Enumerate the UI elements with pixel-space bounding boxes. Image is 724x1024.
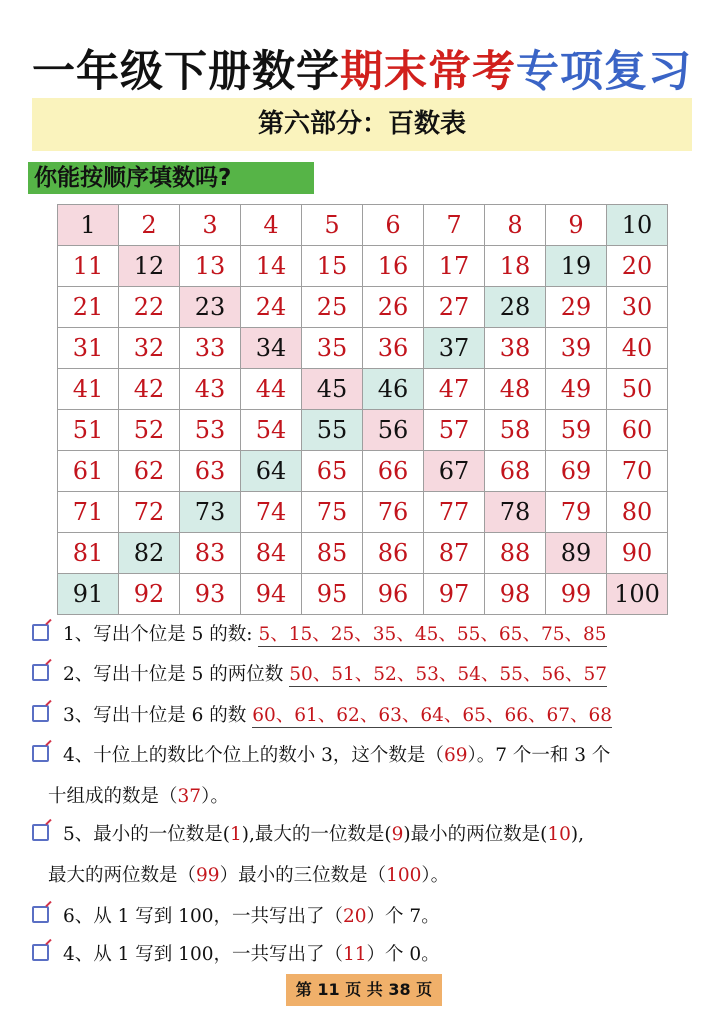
grid-cell: 4 — [241, 205, 302, 246]
question-4 — [32, 741, 610, 767]
grid-cell: 49 — [546, 369, 607, 410]
grid-cell: 40 — [607, 328, 668, 369]
grid-cell: 71 — [58, 492, 119, 533]
edit-checkbox-icon — [32, 745, 49, 762]
grid-cell: 98 — [485, 574, 546, 615]
question-4-text-b: ）。7 个一和 3 个 — [467, 745, 611, 766]
question-4-line-2 — [48, 782, 229, 808]
question-7-answer: 11 — [343, 944, 367, 965]
question-4-line2-b: ）。 — [201, 786, 229, 807]
grid-cell: 35 — [302, 328, 363, 369]
grid-cell: 57 — [424, 410, 485, 451]
grid-row — [58, 492, 668, 533]
section-title: 第六部分：百数表 — [32, 98, 692, 151]
grid-cell: 3 — [180, 205, 241, 246]
grid-row — [58, 369, 668, 410]
grid-cell: 55 — [302, 410, 363, 451]
question-3-text: 3、写出十位是 6 的数 — [63, 705, 247, 726]
grid-row — [58, 287, 668, 328]
grid-cell: 33 — [180, 328, 241, 369]
grid-cell: 88 — [485, 533, 546, 574]
edit-checkbox-icon — [32, 944, 49, 961]
grid-cell: 27 — [424, 287, 485, 328]
grid-row — [58, 574, 668, 615]
edit-checkbox-icon — [32, 906, 49, 923]
question-1 — [32, 620, 607, 646]
grid-cell: 78 — [485, 492, 546, 533]
grid-cell: 66 — [363, 451, 424, 492]
grid-cell: 60 — [607, 410, 668, 451]
question-6-text-b: ）个 7。 — [366, 906, 440, 927]
question-5-line2-a: 最大的两位数是（ — [48, 865, 197, 886]
page-number: 第 11 页 共 38 页 — [286, 974, 442, 1006]
grid-cell: 52 — [119, 410, 180, 451]
grid-cell: 65 — [302, 451, 363, 492]
edit-checkbox-icon — [32, 624, 49, 641]
grid-cell: 26 — [363, 287, 424, 328]
grid-cell: 89 — [546, 533, 607, 574]
grid-cell: 62 — [119, 451, 180, 492]
grid-cell: 16 — [363, 246, 424, 287]
grid-cell: 91 — [58, 574, 119, 615]
edit-checkbox-icon — [32, 664, 49, 681]
grid-cell: 23 — [180, 287, 241, 328]
grid-cell: 53 — [180, 410, 241, 451]
grid-cell: 67 — [424, 451, 485, 492]
question-2 — [32, 660, 607, 686]
question-2-text: 2、写出十位是 5 的两位数 — [63, 664, 284, 685]
grid-cell: 68 — [485, 451, 546, 492]
grid-cell: 38 — [485, 328, 546, 369]
grid-cell: 92 — [119, 574, 180, 615]
grid-cell: 34 — [241, 328, 302, 369]
grid-cell: 77 — [424, 492, 485, 533]
title-part-1: 一年级下册数学 — [32, 47, 340, 97]
question-5-text-b: ),最大的一位数是( — [241, 824, 392, 845]
grid-cell: 74 — [241, 492, 302, 533]
grid-cell: 30 — [607, 287, 668, 328]
grid-cell: 31 — [58, 328, 119, 369]
title-part-2: 期末常考 — [340, 47, 516, 97]
grid-cell: 5 — [302, 205, 363, 246]
grid-cell: 56 — [363, 410, 424, 451]
grid-cell: 19 — [546, 246, 607, 287]
grid-cell: 61 — [58, 451, 119, 492]
grid-cell: 13 — [180, 246, 241, 287]
grid-cell: 76 — [363, 492, 424, 533]
grid-cell: 17 — [424, 246, 485, 287]
grid-cell: 44 — [241, 369, 302, 410]
grid-cell: 32 — [119, 328, 180, 369]
grid-cell: 69 — [546, 451, 607, 492]
grid-cell: 79 — [546, 492, 607, 533]
question-6-text-a: 6、从 1 写到 100，一共写出了（ — [63, 906, 343, 927]
grid-cell: 41 — [58, 369, 119, 410]
grid-cell: 37 — [424, 328, 485, 369]
grid-cell: 64 — [241, 451, 302, 492]
question-5-line-2 — [48, 861, 449, 887]
question-5-line2-b: ）最小的三位数是（ — [219, 865, 387, 886]
grid-cell: 46 — [363, 369, 424, 410]
grid-cell: 59 — [546, 410, 607, 451]
grid-cell: 11 — [58, 246, 119, 287]
grid-cell: 100 — [607, 574, 668, 615]
edit-checkbox-icon — [32, 824, 49, 841]
grid-cell: 51 — [58, 410, 119, 451]
question-4-answer-2: 37 — [177, 786, 202, 807]
question-5-text-a: 5、最小的一位数是( — [63, 824, 230, 845]
grid-cell: 82 — [119, 533, 180, 574]
grid-row — [58, 451, 668, 492]
page-title — [0, 38, 724, 99]
question-6 — [32, 902, 440, 928]
question-5-answer-5: 100 — [386, 865, 422, 886]
grid-cell: 25 — [302, 287, 363, 328]
grid-cell: 20 — [607, 246, 668, 287]
grid-cell: 24 — [241, 287, 302, 328]
question-5-line2-c: ）。 — [421, 865, 450, 886]
question-3 — [32, 701, 612, 727]
grid-cell: 97 — [424, 574, 485, 615]
grid-cell: 75 — [302, 492, 363, 533]
question-5-answer-3: 10 — [547, 824, 571, 845]
grid-row — [58, 328, 668, 369]
grid-row — [58, 533, 668, 574]
grid-cell: 83 — [180, 533, 241, 574]
grid-cell: 47 — [424, 369, 485, 410]
grid-cell: 22 — [119, 287, 180, 328]
grid-cell: 87 — [424, 533, 485, 574]
question-3-answer: 60、61、62、63、64、65、66、67、68 — [252, 705, 613, 726]
grid-cell: 36 — [363, 328, 424, 369]
grid-cell: 42 — [119, 369, 180, 410]
question-4-text-a: 4、十位上的数比个位上的数小 3，这个数是（ — [63, 745, 444, 766]
grid-cell: 7 — [424, 205, 485, 246]
grid-cell: 15 — [302, 246, 363, 287]
question-1-answer: 5、15、25、35、45、55、65、75、85 — [258, 624, 607, 645]
grid-cell: 28 — [485, 287, 546, 328]
grid-cell: 8 — [485, 205, 546, 246]
grid-cell: 9 — [546, 205, 607, 246]
prompt-label: 你能按顺序填数吗? — [28, 162, 314, 194]
question-5 — [32, 820, 584, 846]
question-7-text-b: ）个 0。 — [366, 944, 440, 965]
grid-cell: 99 — [546, 574, 607, 615]
edit-checkbox-icon — [32, 705, 49, 722]
grid-cell: 90 — [607, 533, 668, 574]
grid-cell: 85 — [302, 533, 363, 574]
question-4-line2-a: 十组成的数是（ — [48, 786, 178, 807]
grid-cell: 45 — [302, 369, 363, 410]
question-1-text: 1、写出个位是 5 的数: — [63, 624, 253, 645]
grid-cell: 12 — [119, 246, 180, 287]
grid-cell: 94 — [241, 574, 302, 615]
grid-cell: 80 — [607, 492, 668, 533]
grid-cell: 72 — [119, 492, 180, 533]
grid-cell: 1 — [58, 205, 119, 246]
grid-cell: 6 — [363, 205, 424, 246]
question-7-text-a: 4、从 1 写到 100，一共写出了（ — [63, 944, 343, 965]
question-5-text-c: )最小的两位数是( — [403, 824, 548, 845]
grid-cell: 39 — [546, 328, 607, 369]
grid-cell: 43 — [180, 369, 241, 410]
grid-row — [58, 205, 668, 246]
grid-cell: 50 — [607, 369, 668, 410]
grid-cell: 96 — [363, 574, 424, 615]
grid-cell: 48 — [485, 369, 546, 410]
grid-cell: 63 — [180, 451, 241, 492]
question-4-answer-1: 69 — [443, 745, 468, 766]
grid-cell: 70 — [607, 451, 668, 492]
question-5-answer-4: 99 — [196, 865, 220, 886]
grid-cell: 81 — [58, 533, 119, 574]
title-part-3: 专项复习 — [516, 47, 692, 97]
grid-cell: 10 — [607, 205, 668, 246]
grid-cell: 73 — [180, 492, 241, 533]
grid-row — [58, 246, 668, 287]
grid-cell: 54 — [241, 410, 302, 451]
grid-cell: 29 — [546, 287, 607, 328]
grid-cell: 58 — [485, 410, 546, 451]
grid-cell: 84 — [241, 533, 302, 574]
grid-cell: 93 — [180, 574, 241, 615]
question-2-answer: 50、51、52、53、54、55、56、57 — [289, 664, 608, 685]
grid-cell: 18 — [485, 246, 546, 287]
grid-cell: 21 — [58, 287, 119, 328]
grid-cell: 95 — [302, 574, 363, 615]
question-5-answer-2: 9 — [391, 824, 404, 845]
grid-cell: 14 — [241, 246, 302, 287]
question-6-answer: 20 — [343, 906, 367, 927]
grid-cell: 2 — [119, 205, 180, 246]
question-5-text-d: ), — [570, 824, 584, 845]
question-7 — [32, 940, 440, 966]
hundred-chart — [57, 204, 668, 615]
grid-cell: 86 — [363, 533, 424, 574]
question-5-answer-1: 1 — [230, 824, 242, 845]
grid-row — [58, 410, 668, 451]
